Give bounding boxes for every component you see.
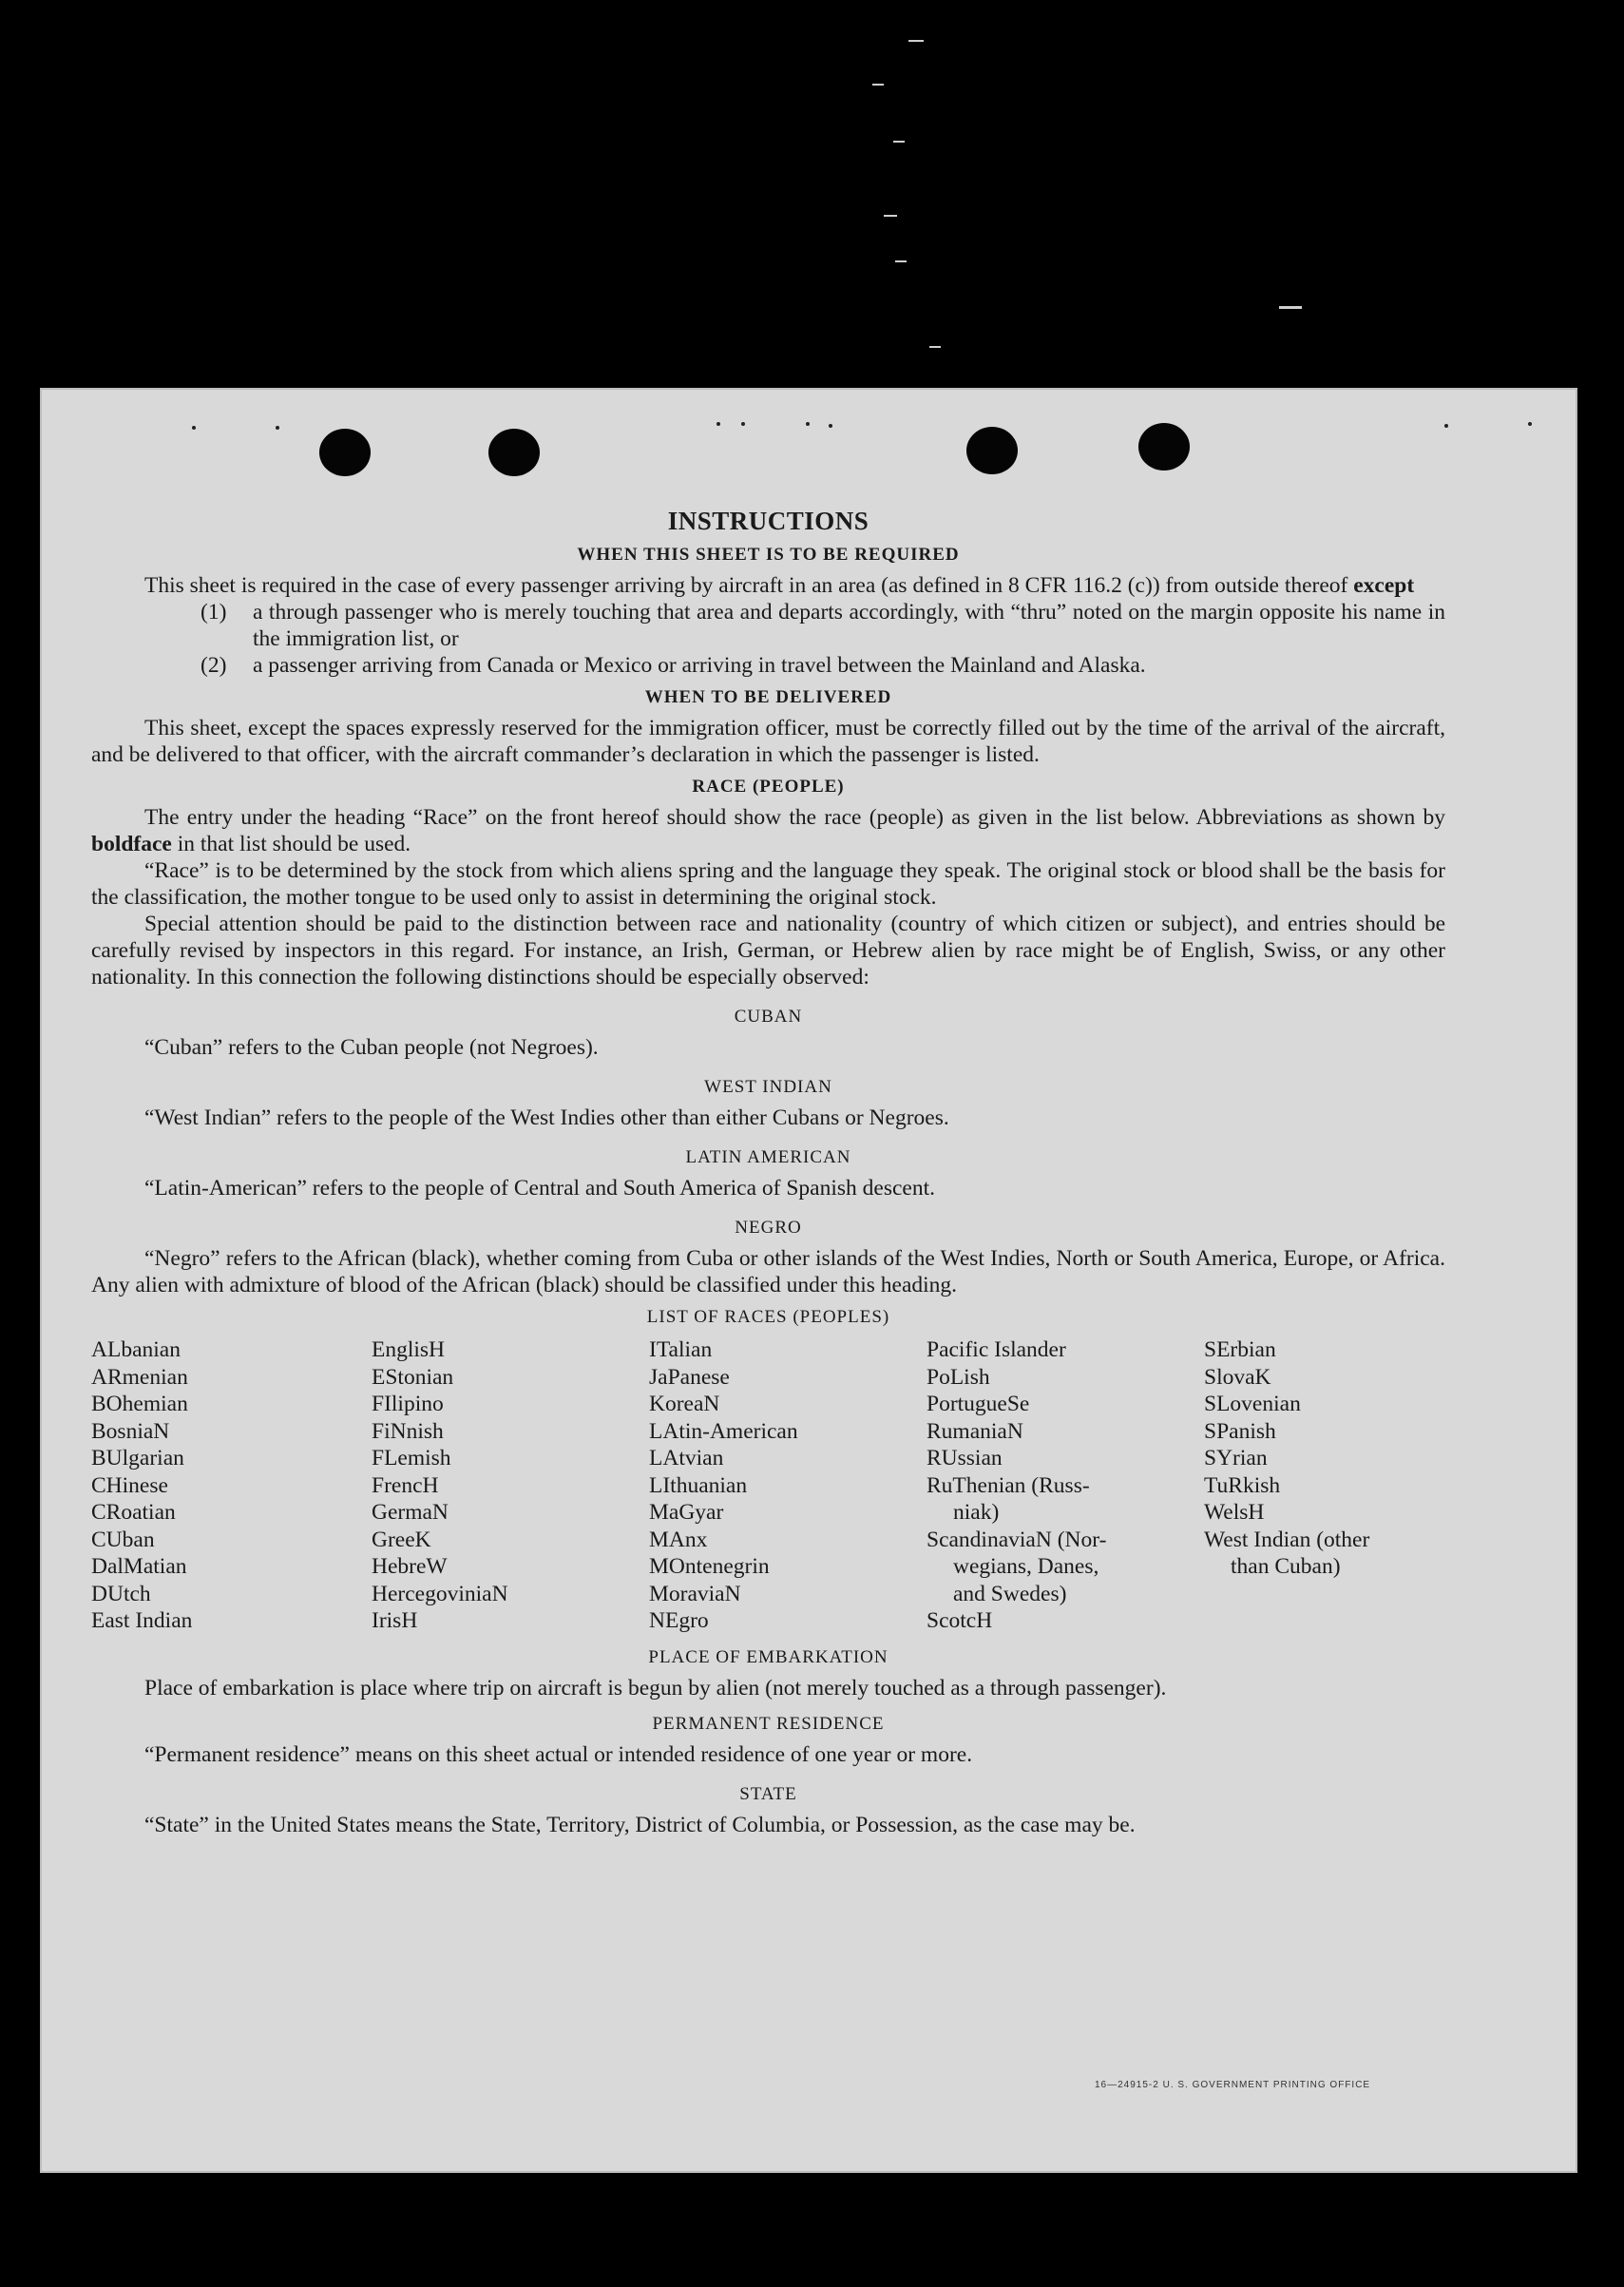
delivered-text: This sheet, except the spaces expressly reserved for the immigration officer, must be correctly filled out by the time of the arrival of the aircraft, and be delivered to that officer, with the aircraft commander’s declaration in which the passenger is listed. [91,716,1445,767]
race-entry: DUtch [91,1581,151,1606]
race-entry: ARmenian [91,1364,188,1390]
race-entry: ScandinaviaN (Nor- [927,1527,1107,1552]
race-paragraph-2: “Race” is to be determined by the stock from which aliens spring and the language they speak. The original stock or blood shall be the basis for the classification, the mother tongue to be used only to assist in determining the original stock. [91,858,1445,910]
cuban-text: “Cuban” refers to the Cuban people (not Negroes). [144,1035,599,1060]
heading-race: RACE (PEOPLE) [692,777,845,797]
instruction-sheet [40,388,1577,2173]
heading-when-delivered: WHEN TO BE DELIVERED [644,687,892,707]
race-entry: WelsH [1204,1500,1265,1525]
punch-hole [488,429,540,476]
race-entry: KoreaN [649,1392,720,1416]
races-column [1204,1336,1445,1635]
paper-dot [1444,424,1448,428]
race-entry: FLemish [372,1446,451,1470]
printing-office-code: 16—24915-2 U. S. GOVERNMENT PRINTING OFFICE [1095,2080,1371,2090]
race-entry: MAnx [649,1527,708,1552]
race-entry: PortugueSe [927,1392,1030,1416]
paper-dot [741,422,745,426]
race-paragraph-3: Special attention should be paid to the distinction between race and nationality (country of which citizen or subject), and entries should be carefully revised by inspectors in this regard. For instance, an Irish, German, or Hebrew alien by race might be of English, Swiss, or any other nationality. In this connection the following distinctions should be especially observed: [91,912,1445,990]
race-entry: SPanish [1204,1418,1276,1444]
races-column [927,1336,1204,1635]
heading-west-indian: WEST INDIAN [704,1077,832,1097]
race-entry: LAtvian [649,1446,724,1470]
punch-hole [1138,423,1190,471]
race-entry: GreeK [372,1527,431,1552]
race-entry: SLovenian [1204,1392,1301,1416]
scan-speck [929,346,941,348]
race-entry: FiNnish [372,1418,444,1444]
race-entry: EStonian [372,1364,454,1390]
race-entry: DalMatian [91,1554,187,1579]
state-text: “State” in the United States means the State, Territory, District of Columbia, or Possession, as the case may be. [144,1812,1136,1837]
heading-list-of-races: LIST OF RACES (PEOPLES) [646,1307,890,1327]
race-entry: BUlgarian [91,1446,184,1470]
race-entry: JaPanese [649,1364,730,1390]
required-intro: This sheet is required in the case of every passenger arriving by aircraft in an area (as defined in 8 CFR 116.2 (c)) from outside thereof except [144,573,1415,598]
scan-speck [1279,306,1302,309]
paper-dot [829,424,832,428]
race-entry: GermaN [372,1500,449,1525]
scan-speck [908,40,924,42]
race-entry: SYrian [1204,1446,1268,1470]
scan-speck [872,84,884,86]
heading-permanent-residence: PERMANENT RESIDENCE [652,1713,885,1734]
race-entry: CRoatian [91,1500,176,1525]
heading-embarkation: PLACE OF EMBARKATION [648,1646,888,1667]
paper-dot [276,426,279,430]
races-column [91,1336,372,1635]
race-entry: Pacific Islander [927,1337,1066,1362]
paper-dot [1528,422,1532,426]
race-entry: FrencH [372,1472,439,1498]
races-column [372,1336,649,1635]
scan-speck [893,141,905,143]
race-entry: and Swedes) [953,1581,1067,1606]
heading-when-required: WHEN THIS SHEET IS TO BE REQUIRED [577,545,960,565]
heading-negro: NEGRO [735,1218,802,1238]
page-title: INSTRUCTIONS [667,507,869,535]
race-entry: CUban [91,1527,155,1552]
latin-american-text: “Latin-American” refers to the people of Central and South America of Spanish descent. [144,1176,936,1201]
race-entry: ITalian [649,1337,713,1362]
races-column [649,1336,927,1635]
heading-cuban: CUBAN [734,1007,803,1027]
race-entry: RUssian [927,1446,1003,1470]
race-entry: ScotcH [927,1608,993,1633]
race-entry: EnglisH [372,1337,446,1362]
exception-item: (2) a passenger arriving from Canada or Mexico or arriving in travel between the Mainland and Alaska. [201,653,1146,678]
punch-hole [966,427,1018,474]
race-entry: SlovaK [1204,1364,1271,1390]
paper-dot [192,426,196,430]
race-entry: MaGyar [649,1500,724,1525]
instructions-body [91,508,1445,1838]
race-entry: CHinese [91,1472,168,1498]
paper-dot [806,422,810,426]
race-entry: ALbanian [91,1337,181,1362]
race-entry: niak) [953,1500,1000,1525]
scan-speck [884,215,897,217]
race-entry: IrisH [372,1608,418,1633]
heading-latin-american: LATIN AMERICAN [685,1147,851,1167]
permanent-residence-text: “Permanent residence” means on this sheet actual or intended residence of one year or more. [144,1741,973,1767]
west-indian-text: “West Indian” refers to the people of the West Indies other than either Cubans or Negroes. [144,1105,949,1130]
race-entry: FIlipino [372,1392,444,1416]
race-entry: MoraviaN [649,1581,741,1606]
race-entry: BosniaN [91,1418,170,1444]
race-entry: LAtin-American [649,1418,798,1444]
race-entry: RuThenian (Russ- [927,1472,1090,1498]
race-entry: BOhemian [91,1392,188,1416]
race-entry: MOntenegrin [649,1554,770,1579]
race-paragraph-1: The entry under the heading “Race” on the front hereof should show the race (people) as given in the list below. Abbreviations as shown by boldface in that list should be used. [91,805,1445,856]
race-entry: TuRkish [1204,1472,1281,1498]
races-list [91,1336,1445,1635]
race-entry: PoLish [927,1364,990,1390]
paper-dot [716,422,720,426]
punch-hole [319,429,371,476]
race-entry: NEgro [649,1608,709,1633]
race-entry: wegians, Danes, [953,1554,1099,1579]
race-entry: RumaniaN [927,1418,1023,1444]
scan-speck [895,260,907,262]
race-entry: SErbian [1204,1337,1276,1362]
heading-state: STATE [739,1783,797,1804]
race-entry: HebreW [372,1554,448,1579]
race-entry: East Indian [91,1608,193,1633]
race-entry: than Cuban) [1231,1554,1341,1579]
negro-text: “Negro” refers to the African (black), whether coming from Cuba or other islands of the West Indies, North or South America, Europe, or Africa. Any alien with admixture of blood of the African (black) should be classified under this heading. [91,1246,1445,1297]
exception-item: (1) a through passenger who is merely touching that area and departs accordingly, with “thru” noted on the margin opposite his name in the immigration list, or [201,600,1445,651]
race-entry: West Indian (other [1204,1527,1370,1552]
embarkation-text: Place of embarkation is place where trip on aircraft is begun by alien (not merely touched as a through passenger). [144,1675,1167,1701]
race-entry: HercegoviniaN [372,1581,508,1606]
race-entry: LIthuanian [649,1472,748,1498]
